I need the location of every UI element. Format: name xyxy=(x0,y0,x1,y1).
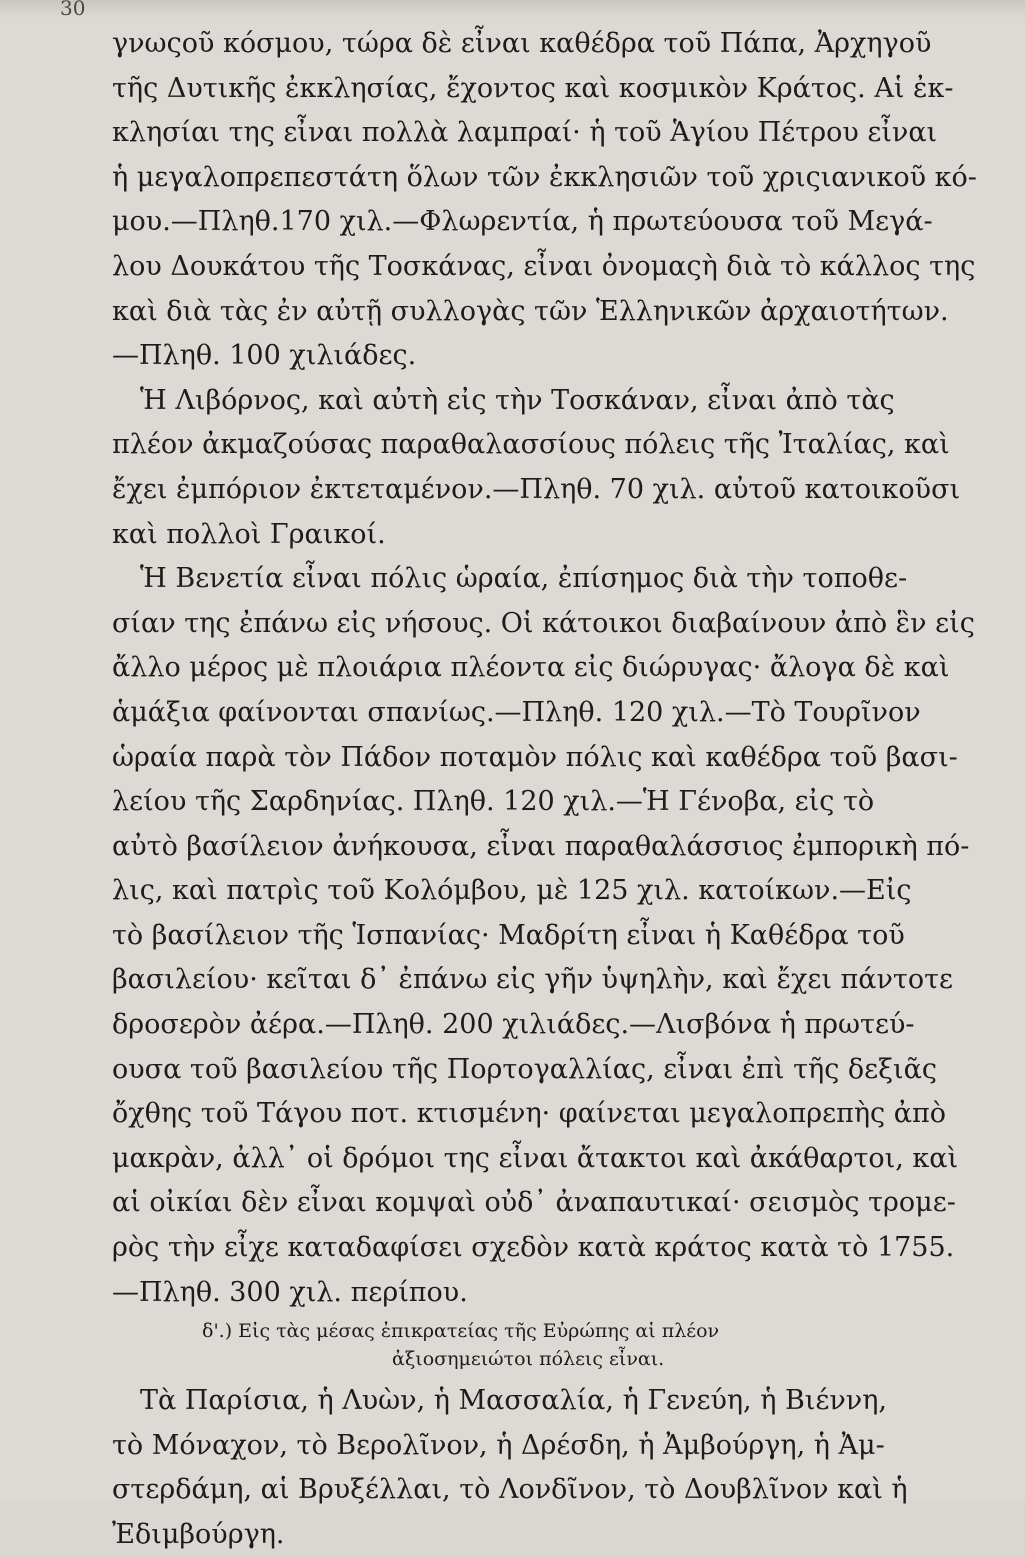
text-line: σίαν της ἐπάνω εἰς νήσους. Οἱ κάτοικοι διαβαίνουν ἀπὸ ἓν εἰς xyxy=(112,607,975,639)
text-line: λις, καὶ πατρὶς τοῦ Κολόμβου, μὲ 125 χιλ. κατοίκων.—Εἰς xyxy=(112,875,912,907)
text-line-paragraph-start: Ἡ Βενετία εἶναι πόλις ὡραία, ἐπίσημος διὰ τὴν τοποθε- xyxy=(140,563,908,595)
text-line: γνωςοῦ κόσμου, τώρα δὲ εἶναι καθέδρα τοῦ Πάπα, Ἀρχηγοῦ xyxy=(112,28,932,59)
text-line: —Πληθ. 100 χιλιάδες. xyxy=(112,340,417,372)
text-line: ὡραία παρὰ τὸν Πάδον ποταμὸν πόλις καὶ καθέδρα τοῦ βασι- xyxy=(112,741,958,773)
text-line: καὶ διὰ τὰς ἐν αὐτῇ συλλογὰς τῶν Ἑλληνικῶν ἀρχαιοτήτων. xyxy=(112,295,949,327)
text-line: λείου τῆς Σαρδηνίας. Πληθ. 120 χιλ.—Ἡ Γένοβα, εἰς τὸ xyxy=(112,786,875,818)
page-top-edge xyxy=(0,0,1025,18)
text-line: στερδάμη, αἱ Βρυξέλλαι, τὸ Λονδῖνον, τὸ Δουβλῖνον καὶ ἡ xyxy=(112,1474,908,1506)
text-line: τὸ Μόναχον, τὸ Βερολῖνον, ἡ Δρέσδη, ἡ Ἀμβούργη, ἡ Ἀμ- xyxy=(112,1429,885,1461)
text-line: πλέον ἀκμαζούσας παραθαλασσίους πόλεις τῆς Ἰταλίας, καὶ xyxy=(112,429,950,461)
text-line: ἄλλο μέρος μὲ πλοιάρια πλέοντα εἰς διώρυγας· ἄλογα δὲ καὶ xyxy=(112,652,950,684)
text-line: δροσερὸν ἀέρα.—Πληθ. 200 χιλιάδες.—Λισβόνα ἡ πρωτεύ- xyxy=(112,1009,915,1041)
text-line: κλησίαι της εἶναι πολλὰ λαμπραί· ἡ τοῦ Ἁγίου Πέτρου εἶναι xyxy=(112,117,938,149)
text-line: Ἐδιμβούργη. xyxy=(112,1519,285,1550)
text-line: τὸ βασίλειον τῆς Ἱσπανίας· Μαδρίτη εἶναι ἡ Καθέδρα τοῦ xyxy=(112,919,905,951)
text-line: βασιλείου· κεῖται δ᾽ ἐπάνω εἰς γῆν ὑψηλὴν, καὶ ἔχει πάντοτε xyxy=(112,964,953,996)
text-line: ουσα τοῦ βασιλείου τῆς Πορτογαλλίας, εἶναι ἐπὶ τῆς δεξιᾶς xyxy=(112,1053,937,1085)
text-line: ὄχθης τοῦ Τάγου ποτ. κτισμένη· φαίνεται μεγαλοπρεπὴς ἀπὸ xyxy=(112,1098,946,1130)
text-line: αἱ οἰκίαι δὲν εἶναι κομψαὶ οὐδ᾽ ἀναπαυτικαί· σεισμὸς τρομε- xyxy=(112,1187,956,1219)
text-line: ἁμάξια φαίνονται σπανίως.—Πληθ. 120 χιλ.—Τὸ Τουρῖνον xyxy=(112,696,921,728)
text-line: ρὸς τὴν εἶχε καταδαφίσει σχεδὸν κατὰ κράτος κατὰ τὸ 1755. xyxy=(112,1232,955,1264)
text-line: αὐτὸ βασίλειον ἀνήκουσα, εἶναι παραθαλάσσιος ἐμπορικὴ πό- xyxy=(112,830,970,862)
text-line-paragraph-start: Ἡ Λιβόρνος, καὶ αὐτὴ εἰς τὴν Τοσκάναν, εἶναι ἀπὸ τὰς xyxy=(140,384,895,416)
text-line: καὶ πολλοὶ Γραικοί. xyxy=(112,518,386,550)
section-heading-line-2: ἀξιοσημειώτοι πόλεις εἶναι. xyxy=(392,1348,665,1371)
page-number: 30 xyxy=(60,0,86,20)
section-heading-line-1: δ'.) Εἰς τὰς μέσας ἐπικρατείας τῆς Εὐρώπης αἱ πλέον xyxy=(202,1320,720,1343)
text-line: μακρὰν, ἀλλ᾽ οἱ δρόμοι της εἶναι ἄτακτοι καὶ ἀκάθαρτοι, καὶ xyxy=(112,1142,959,1174)
text-line: τῆς Δυτικῆς ἐκκλησίας, ἔχοντος καὶ κοσμικὸν Κράτος. Αἱ ἐκ- xyxy=(112,72,954,104)
text-line: ἡ μεγαλοπρεπεστάτη ὅλων τῶν ἐκκλησιῶν τοῦ χριςιανικοῦ κό- xyxy=(112,161,977,193)
text-line-paragraph-start: Τὰ Παρίσια, ἡ Λυὼν, ἡ Μασσαλία, ἡ Γενεύη, ἡ Βιέννη, xyxy=(140,1385,887,1417)
text-line: —Πληθ. 300 χιλ. περίπου. xyxy=(112,1276,468,1308)
text-line: μου.—Πληθ.170 χιλ.—Φλωρεντία, ἡ πρωτεύουσα τοῦ Μεγά- xyxy=(112,206,933,238)
text-line: λου Δουκάτου τῆς Τοσκάνας, εἶναι ὀνομαςὴ διὰ τὸ κάλλος της xyxy=(112,250,976,282)
text-line: ἔχει ἐμπόριον ἐκτεταμένον.—Πληθ. 70 χιλ. αὐτοῦ κατοικοῦσι xyxy=(112,473,961,505)
body-text xyxy=(112,22,982,1558)
